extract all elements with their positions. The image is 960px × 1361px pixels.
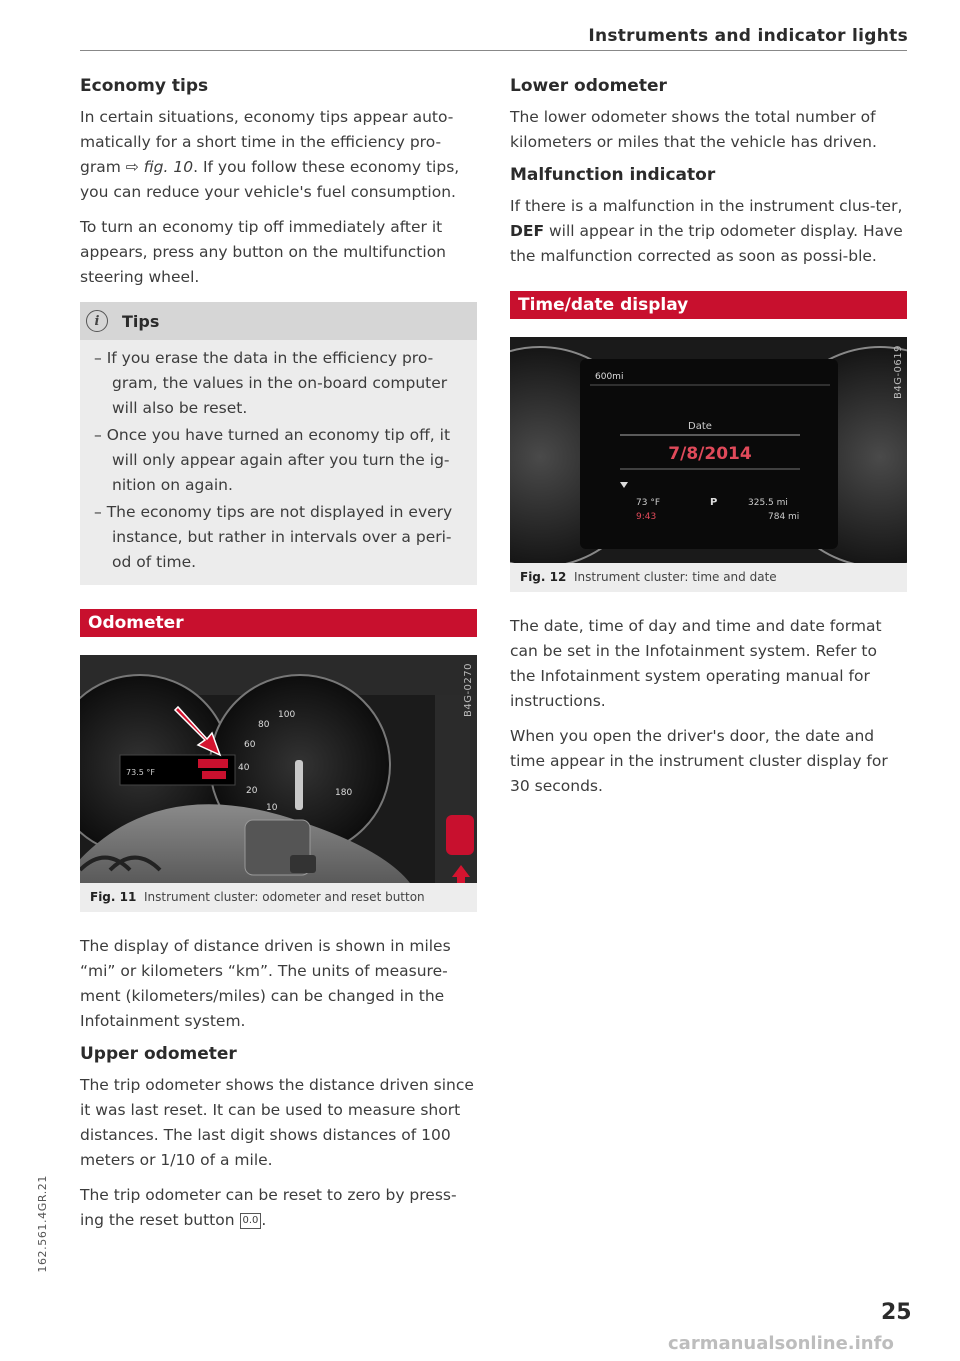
- reset-paragraph: The trip odometer can be reset to zero by press-ing the reset button 0.0 .: [80, 1186, 457, 1229]
- fig-10-link[interactable]: ⇨ fig. 10: [125, 158, 194, 176]
- info-icon: i: [86, 310, 108, 332]
- upper-odometer-paragraph: The trip odometer shows the distance driven since it was last reset. It can be used to measure short distances. The last digit shows distances of 100 meters or 1/10 of a mile.: [80, 1076, 474, 1169]
- total-readout: 784 mi: [768, 512, 800, 522]
- date-display-illustration: [510, 337, 907, 563]
- tips-list-item: – The economy tips are not displayed in every instance, but rather in intervals over a peri-od of time.: [94, 500, 465, 575]
- page-number: 25: [881, 1300, 912, 1325]
- speed-tick-label: 20: [246, 786, 258, 796]
- time-date-figure-image: [510, 337, 907, 563]
- instrument-cluster-illustration: [80, 655, 477, 883]
- right-column: [510, 76, 907, 809]
- time-date-paragraph-2: When you open the driver's door, the date and time appear in the instrument cluster display for 30 seconds.: [510, 727, 888, 795]
- odometer-section-bar: Odometer: [80, 609, 477, 637]
- speed-tick-label: 80: [258, 720, 270, 730]
- economy-tips-paragraph-2: To turn an economy tip off immediately after it appears, press any button on the multifunction steering wheel.: [80, 218, 446, 286]
- lower-odometer-paragraph: The lower odometer shows the total number of kilometers or miles that the vehicle has driven.: [510, 108, 877, 151]
- date-value: 7/8/2014: [668, 444, 752, 464]
- economy-tips-paragraph-1: In certain situations, economy tips appear auto-matically for a short time in the efficiency pro-gram ⇨ fig. 10. If you follow these economy tips, you can reduce your vehicle's fuel consumption.: [80, 108, 460, 201]
- lower-odometer-heading: Lower odometer: [510, 76, 667, 96]
- odometer-figure-image: [80, 655, 477, 883]
- tips-box: [80, 302, 477, 585]
- tips-list: [80, 340, 477, 585]
- speed-tick-label: 40: [238, 763, 250, 773]
- tips-list-item: – If you erase the data in the efficiency pro-gram, the values in the on-board computer will also be reset.: [94, 346, 465, 421]
- figure-11: [80, 655, 477, 912]
- figure-code: B4G-0270: [463, 663, 474, 718]
- upper-odometer-heading: Upper odometer: [80, 1044, 237, 1064]
- tips-header: [80, 302, 477, 340]
- time-date-section-bar: Time/date display: [510, 291, 907, 319]
- range-readout: 600mi: [595, 372, 624, 382]
- header-rule: [80, 50, 907, 51]
- watermark: carmanualsonline.info: [668, 1333, 894, 1354]
- speed-tick-label: 100: [278, 710, 296, 720]
- page-header-title: Instruments and indicator lights: [588, 26, 908, 46]
- left-column: [80, 76, 477, 1243]
- figure-12: [510, 337, 907, 592]
- time-readout: 9:43: [636, 512, 657, 522]
- side-code: 162.561.4GR.21: [36, 1175, 49, 1273]
- temp-readout: 73 °F: [636, 498, 660, 508]
- trip-readout: 325.5 mi: [748, 498, 788, 508]
- malfunction-heading: Malfunction indicator: [510, 165, 716, 185]
- date-label: Date: [688, 421, 712, 432]
- tips-title: Tips: [122, 311, 160, 331]
- malfunction-paragraph: If there is a malfunction in the instrument clus-ter, DEF will appear in the trip odometer display. Have the malfunction corrected as soon as possi-ble.: [510, 197, 903, 265]
- tips-list-item: – Once you have turned an economy tip off, it will only appear again after you turn the ig-nition on again.: [94, 423, 465, 498]
- speed-tick-label: 60: [244, 740, 256, 750]
- outside-temp-readout: 73.5 °F: [126, 768, 155, 777]
- figure-12-caption: Fig. 12 Instrument cluster: time and date: [510, 563, 907, 592]
- reset-button-icon: 0.0: [240, 1213, 262, 1229]
- speed-tick-label: 180: [335, 788, 353, 798]
- speed-tick-label: 10: [266, 803, 278, 813]
- odometer-paragraph: The display of distance driven is shown in miles “mi” or kilometers “km”. The units of measure-ment (kilometers/miles) can be changed in the Infotainment system.: [80, 937, 451, 1030]
- gear-readout: P: [710, 497, 718, 508]
- reset-button-highlight: [446, 815, 474, 855]
- time-date-paragraph-1: The date, time of day and time and date format can be set in the Infotainment system. Refer to the Infotainment system operating manual for instructions.: [510, 617, 882, 710]
- economy-tips-heading: Economy tips: [80, 76, 209, 96]
- figure-code: B4G-0619: [893, 345, 904, 400]
- figure-11-caption: Fig. 11 Instrument cluster: odometer and reset button: [80, 883, 477, 912]
